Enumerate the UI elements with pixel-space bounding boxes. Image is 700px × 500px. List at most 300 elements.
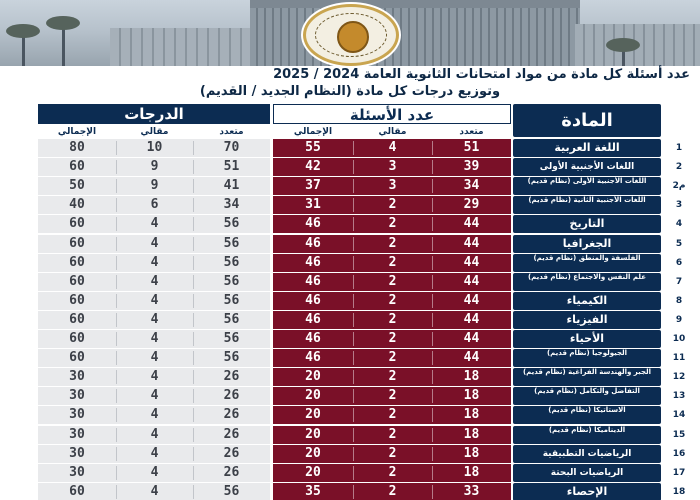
essay-questions-cell: 2 <box>388 350 397 366</box>
grades-cells <box>38 406 270 424</box>
subject-name: الرياضيات التطبيقية <box>513 445 661 463</box>
cell-divider <box>432 389 433 403</box>
mcq-questions-cell: 18 <box>463 464 480 480</box>
row-number: 14 <box>672 410 686 421</box>
mcq-questions-cell: 18 <box>463 407 480 423</box>
total-questions-cell: 31 <box>305 197 321 213</box>
palm-crown <box>46 16 80 30</box>
total-questions-cell: 20 <box>305 369 321 385</box>
essay-questions-cell: 2 <box>388 464 397 480</box>
cell-divider <box>116 275 117 289</box>
cell-divider <box>193 160 194 174</box>
mcq-grades-cell: 56 <box>223 311 240 327</box>
mcq-grades-cell: 26 <box>223 369 240 385</box>
total-grades-cell: 60 <box>69 216 85 232</box>
essay-questions-cell: 2 <box>388 254 397 270</box>
mcq-questions-cell: 18 <box>463 426 480 442</box>
cell-divider <box>432 370 433 384</box>
cell-divider <box>116 198 117 212</box>
grades-cells <box>38 483 270 500</box>
cell-divider <box>193 485 194 499</box>
cell-divider <box>116 179 117 193</box>
essay-grades-cell: 4 <box>150 407 159 423</box>
essay-questions-cell: 2 <box>388 292 397 308</box>
subject-name: علم النفس والاجتماع (نظام قديم) <box>513 273 661 291</box>
cell-divider <box>116 294 117 308</box>
cell-divider <box>353 485 354 499</box>
table-row <box>0 483 700 500</box>
cell-divider <box>116 389 117 403</box>
total-grades-cell: 60 <box>69 483 85 499</box>
cell-divider <box>193 351 194 365</box>
cell-divider <box>116 408 117 422</box>
cell-divider <box>353 141 354 155</box>
cell-divider <box>353 217 354 231</box>
mcq-questions-cell: 44 <box>463 273 480 289</box>
cell-divider <box>353 179 354 193</box>
total-questions-cell: 20 <box>305 388 321 404</box>
palm-crown <box>606 38 640 52</box>
mcq-questions-cell: 33 <box>463 483 480 499</box>
total-questions-cell: 46 <box>305 235 321 251</box>
total-questions-cell: 46 <box>305 311 321 327</box>
questions-cells <box>273 235 511 253</box>
row-number: 3 <box>675 200 683 211</box>
questions-cells <box>273 273 511 291</box>
header-questions: عدد الأسئلة <box>273 104 511 124</box>
total-grades-cell: 30 <box>69 445 85 461</box>
table-row <box>0 406 700 425</box>
total-questions-cell: 42 <box>305 159 321 175</box>
grades-cells <box>38 254 270 272</box>
mcq-questions-cell: 44 <box>463 292 480 308</box>
subject-name: التاريخ <box>513 215 661 233</box>
mcq-grades-cell: 56 <box>223 292 240 308</box>
mcq-questions-cell: 34 <box>463 178 480 194</box>
page-subtitle: وتوزيع درجات كل مادة (النظام الجديد / القديم) <box>199 84 501 99</box>
cell-divider <box>193 141 194 155</box>
mcq-questions-cell: 18 <box>463 388 480 404</box>
cell-divider <box>116 160 117 174</box>
questions-cells <box>273 158 511 176</box>
header-grades: الدرجات <box>38 104 270 124</box>
sub-total-questions: الإجمالي <box>293 127 333 137</box>
table-row <box>0 177 700 196</box>
total-grades-cell: 60 <box>69 350 85 366</box>
grades-cells <box>38 387 270 405</box>
essay-grades-cell: 4 <box>150 369 159 385</box>
cell-divider <box>353 294 354 308</box>
total-questions-cell: 35 <box>305 483 321 499</box>
grades-cells <box>38 196 270 214</box>
grades-cells <box>38 177 270 195</box>
table-row <box>0 215 700 234</box>
questions-cells <box>273 426 511 444</box>
cell-divider <box>353 370 354 384</box>
essay-grades-cell: 10 <box>146 140 163 155</box>
essay-questions-cell: 2 <box>388 426 397 442</box>
header-photo <box>0 0 700 66</box>
essay-grades-cell: 4 <box>150 445 159 461</box>
essay-grades-cell: 9 <box>150 178 159 194</box>
cell-divider <box>353 389 354 403</box>
table-row <box>0 464 700 483</box>
subject-name: الإحصاء <box>513 483 661 500</box>
cell-divider <box>193 217 194 231</box>
total-questions-cell: 20 <box>305 407 321 423</box>
cell-divider <box>116 485 117 499</box>
cell-divider <box>116 351 117 365</box>
questions-cells <box>273 368 511 386</box>
sub-total-grades: الإجمالي <box>57 127 97 137</box>
cell-divider <box>432 485 433 499</box>
cell-divider <box>432 179 433 193</box>
cell-divider <box>193 179 194 193</box>
cell-divider <box>193 428 194 442</box>
ministry-logo <box>303 4 399 66</box>
mcq-grades-cell: 26 <box>223 388 240 404</box>
cell-divider <box>353 332 354 346</box>
building-center <box>250 5 580 66</box>
cell-divider <box>116 313 117 327</box>
essay-grades-cell: 4 <box>150 331 159 346</box>
row-number: 9 <box>675 314 683 325</box>
row-number: 10 <box>672 334 686 344</box>
essay-grades-cell: 4 <box>150 426 159 442</box>
mcq-grades-cell: 56 <box>223 331 240 346</box>
cell-divider <box>193 370 194 384</box>
mcq-grades-cell: 56 <box>223 216 240 232</box>
mcq-questions-cell: 44 <box>463 350 480 366</box>
subject-name: الكيمياء <box>513 292 661 310</box>
questions-cells <box>273 311 511 329</box>
cell-divider <box>193 466 194 480</box>
grades-cells <box>38 292 270 310</box>
questions-cells <box>273 330 511 348</box>
total-questions-cell: 46 <box>305 216 321 232</box>
questions-cells <box>273 483 511 500</box>
row-number: 4 <box>675 219 683 230</box>
essay-questions-cell: 3 <box>388 178 397 194</box>
cell-divider <box>353 466 354 480</box>
cell-divider <box>116 332 117 346</box>
row-number: 18 <box>672 486 686 497</box>
cell-divider <box>193 198 194 212</box>
subject-name: اللغات الأجنبية الأولى <box>513 158 661 176</box>
cell-divider <box>432 275 433 289</box>
essay-grades-cell: 4 <box>150 235 159 251</box>
mcq-grades-cell: 34 <box>223 197 240 213</box>
total-questions-cell: 20 <box>305 426 321 442</box>
row-number: 15 <box>672 429 686 440</box>
total-grades-cell: 60 <box>69 292 85 308</box>
cell-divider <box>432 294 433 308</box>
row-number: 2 <box>675 162 683 173</box>
sub-essay-questions: مقالي <box>378 127 407 137</box>
cell-divider <box>432 313 433 327</box>
cell-divider <box>353 447 354 461</box>
questions-cells <box>273 139 511 157</box>
mcq-grades-cell: 26 <box>223 445 240 461</box>
questions-cells <box>273 196 511 214</box>
total-questions-cell: 46 <box>305 254 321 270</box>
total-grades-cell: 30 <box>69 426 85 442</box>
cell-divider <box>193 447 194 461</box>
total-grades-cell: 30 <box>69 464 85 480</box>
cell-divider <box>432 217 433 231</box>
row-number: 7 <box>675 276 683 287</box>
subject-name: اللغة العربية <box>513 139 661 157</box>
subject-name: اللغات الأجنبية الثانية (نظام قديم) <box>513 196 661 214</box>
subject-name: التفاضل والتكامل (نظام قديم) <box>513 387 661 405</box>
grades-cells <box>38 139 270 157</box>
total-grades-cell: 30 <box>69 407 85 423</box>
table-row <box>0 368 700 387</box>
total-grades-cell: 30 <box>69 388 85 404</box>
mcq-grades-cell: 70 <box>223 140 240 155</box>
cell-divider <box>432 198 433 212</box>
total-grades-cell: 50 <box>69 178 85 194</box>
cell-divider <box>193 294 194 308</box>
subject-name: الجيولوجيا (نظام قديم) <box>513 349 661 367</box>
sub-mcq-grades: متعدد <box>219 127 244 137</box>
essay-questions-cell: 2 <box>388 273 397 289</box>
essay-grades-cell: 4 <box>150 216 159 232</box>
essay-grades-cell: 6 <box>150 197 159 213</box>
total-grades-cell: 60 <box>69 331 85 346</box>
mcq-questions-cell: 44 <box>463 254 480 270</box>
essay-questions-cell: 2 <box>388 235 397 251</box>
total-grades-cell: 40 <box>69 197 85 213</box>
cell-divider <box>432 237 433 251</box>
cell-divider <box>193 275 194 289</box>
essay-grades-cell: 4 <box>150 273 159 289</box>
row-number: 16 <box>672 448 686 459</box>
questions-cells <box>273 177 511 195</box>
table-row <box>0 273 700 292</box>
cell-divider <box>353 408 354 422</box>
table-row <box>0 311 700 330</box>
row-number: 17 <box>672 467 686 478</box>
subject-name: الأحياء <box>513 330 661 348</box>
total-questions-cell: 20 <box>305 464 321 480</box>
total-questions-cell: 46 <box>305 350 321 366</box>
cell-divider <box>193 332 194 346</box>
grades-cells <box>38 368 270 386</box>
table-row <box>0 292 700 311</box>
cell-divider <box>432 160 433 174</box>
building-roof <box>250 0 580 8</box>
grades-cells <box>38 235 270 253</box>
cell-divider <box>116 237 117 251</box>
mcq-grades-cell: 56 <box>223 350 240 366</box>
eagle-emblem-icon <box>337 21 369 53</box>
total-questions-cell: 20 <box>305 445 321 461</box>
cell-divider <box>353 198 354 212</box>
questions-cells <box>273 464 511 482</box>
cell-divider <box>432 428 433 442</box>
row-number: 5 <box>675 238 683 249</box>
row-number: 11 <box>672 353 686 364</box>
subject-name: الفلسفة والمنطق (نظام قديم) <box>513 254 661 272</box>
cell-divider <box>432 447 433 461</box>
row-number: 13 <box>672 391 686 402</box>
table-row <box>0 158 700 177</box>
cell-divider <box>353 351 354 365</box>
table-row <box>0 139 700 158</box>
total-grades-cell: 60 <box>69 235 85 251</box>
table-row <box>0 349 700 368</box>
total-questions-cell: 46 <box>305 331 321 346</box>
total-grades-cell: 60 <box>69 159 85 175</box>
subject-name: الجبر والهندسة الفراغية (نظام قديم) <box>513 368 661 386</box>
total-grades-cell: 60 <box>69 273 85 289</box>
mcq-questions-cell: 44 <box>463 331 480 346</box>
table-row <box>0 445 700 464</box>
cell-divider <box>116 466 117 480</box>
cell-divider <box>432 466 433 480</box>
cell-divider <box>432 408 433 422</box>
mcq-questions-cell: 44 <box>463 311 480 327</box>
mcq-questions-cell: 29 <box>463 197 480 213</box>
row-number: 1 <box>675 143 683 153</box>
total-questions-cell: 46 <box>305 292 321 308</box>
grades-cells <box>38 349 270 367</box>
mcq-grades-cell: 26 <box>223 464 240 480</box>
essay-questions-cell: 2 <box>388 331 397 346</box>
essay-grades-cell: 4 <box>150 388 159 404</box>
essay-questions-cell: 2 <box>388 311 397 327</box>
row-number: 12 <box>672 372 686 383</box>
cell-divider <box>193 389 194 403</box>
cell-divider <box>116 447 117 461</box>
essay-questions-cell: 3 <box>388 159 397 175</box>
sub-mcq-questions: متعدد <box>459 127 484 137</box>
cell-divider <box>116 256 117 270</box>
essay-questions-cell: 2 <box>388 369 397 385</box>
questions-cells <box>273 406 511 424</box>
questions-cells <box>273 292 511 310</box>
mcq-grades-cell: 56 <box>223 235 240 251</box>
grades-cells <box>38 273 270 291</box>
cell-divider <box>193 237 194 251</box>
building-left <box>110 28 260 66</box>
grades-cells <box>38 426 270 444</box>
grades-cells <box>38 445 270 463</box>
header-subject: المادة <box>513 104 661 137</box>
total-grades-cell: 80 <box>69 140 85 155</box>
total-questions-cell: 37 <box>305 178 321 194</box>
table-row <box>0 196 700 215</box>
table-row <box>0 330 700 349</box>
total-grades-cell: 30 <box>69 369 85 385</box>
essay-questions-cell: 2 <box>388 197 397 213</box>
row-number: 6 <box>675 257 683 268</box>
essay-grades-cell: 4 <box>150 464 159 480</box>
total-questions-cell: 46 <box>305 273 321 289</box>
mcq-grades-cell: 56 <box>223 254 240 270</box>
cell-divider <box>193 313 194 327</box>
questions-cells <box>273 254 511 272</box>
essay-questions-cell: 2 <box>388 483 397 499</box>
palm-crown <box>6 24 40 38</box>
subject-name: الاستاتيكا (نظام قديم) <box>513 406 661 424</box>
page-title: عدد أسئلة كل مادة من مواد امتحانات الثانوية العامة 2024 / 2025 <box>273 67 690 82</box>
table-row <box>0 426 700 445</box>
table-row <box>0 254 700 273</box>
mcq-grades-cell: 26 <box>223 426 240 442</box>
mcq-questions-cell: 44 <box>463 235 480 251</box>
questions-cells <box>273 349 511 367</box>
cell-divider <box>432 256 433 270</box>
sub-essay-grades: مقالي <box>140 127 169 137</box>
mcq-grades-cell: 41 <box>223 178 240 194</box>
subject-name: اللغات الأجنبية الأولى (نظام قديم) <box>513 177 661 195</box>
mcq-grades-cell: 51 <box>223 159 240 175</box>
total-questions-cell: 55 <box>305 140 321 155</box>
total-grades-cell: 60 <box>69 254 85 270</box>
table-row <box>0 235 700 254</box>
cell-divider <box>353 256 354 270</box>
cell-divider <box>116 370 117 384</box>
grades-cells <box>38 158 270 176</box>
mcq-questions-cell: 39 <box>463 159 480 175</box>
essay-grades-cell: 4 <box>150 483 159 499</box>
essay-questions-cell: 2 <box>388 407 397 423</box>
mcq-grades-cell: 56 <box>223 483 240 499</box>
grades-cells <box>38 311 270 329</box>
mcq-grades-cell: 26 <box>223 407 240 423</box>
cell-divider <box>353 428 354 442</box>
cell-divider <box>193 408 194 422</box>
total-grades-cell: 60 <box>69 311 85 327</box>
cell-divider <box>116 428 117 442</box>
grades-cells <box>38 330 270 348</box>
mcq-grades-cell: 56 <box>223 273 240 289</box>
essay-grades-cell: 4 <box>150 254 159 270</box>
subject-name: الجغرافيا <box>513 235 661 253</box>
cell-divider <box>353 237 354 251</box>
cell-divider <box>116 141 117 155</box>
row-number: 2م <box>672 181 686 192</box>
essay-grades-cell: 4 <box>150 292 159 308</box>
essay-grades-cell: 4 <box>150 350 159 366</box>
subject-name: الرياضيات البحتة <box>513 464 661 482</box>
cell-divider <box>353 160 354 174</box>
essay-questions-cell: 2 <box>388 388 397 404</box>
essay-grades-cell: 4 <box>150 311 159 327</box>
subject-name: الفيزياء <box>513 311 661 329</box>
questions-cells <box>273 387 511 405</box>
cell-divider <box>432 332 433 346</box>
mcq-questions-cell: 18 <box>463 445 480 461</box>
row-number: 8 <box>675 295 683 306</box>
cell-divider <box>432 351 433 365</box>
essay-questions-cell: 4 <box>388 140 397 155</box>
questions-cells <box>273 445 511 463</box>
cell-divider <box>116 217 117 231</box>
mcq-questions-cell: 44 <box>463 216 480 232</box>
cell-divider <box>193 256 194 270</box>
grades-cells <box>38 215 270 233</box>
subject-name: الديناميكا (نظام قديم) <box>513 426 661 444</box>
essay-questions-cell: 2 <box>388 216 397 232</box>
cell-divider <box>353 275 354 289</box>
mcq-questions-cell: 18 <box>463 369 480 385</box>
table-row <box>0 387 700 406</box>
cell-divider <box>432 141 433 155</box>
essay-questions-cell: 2 <box>388 445 397 461</box>
